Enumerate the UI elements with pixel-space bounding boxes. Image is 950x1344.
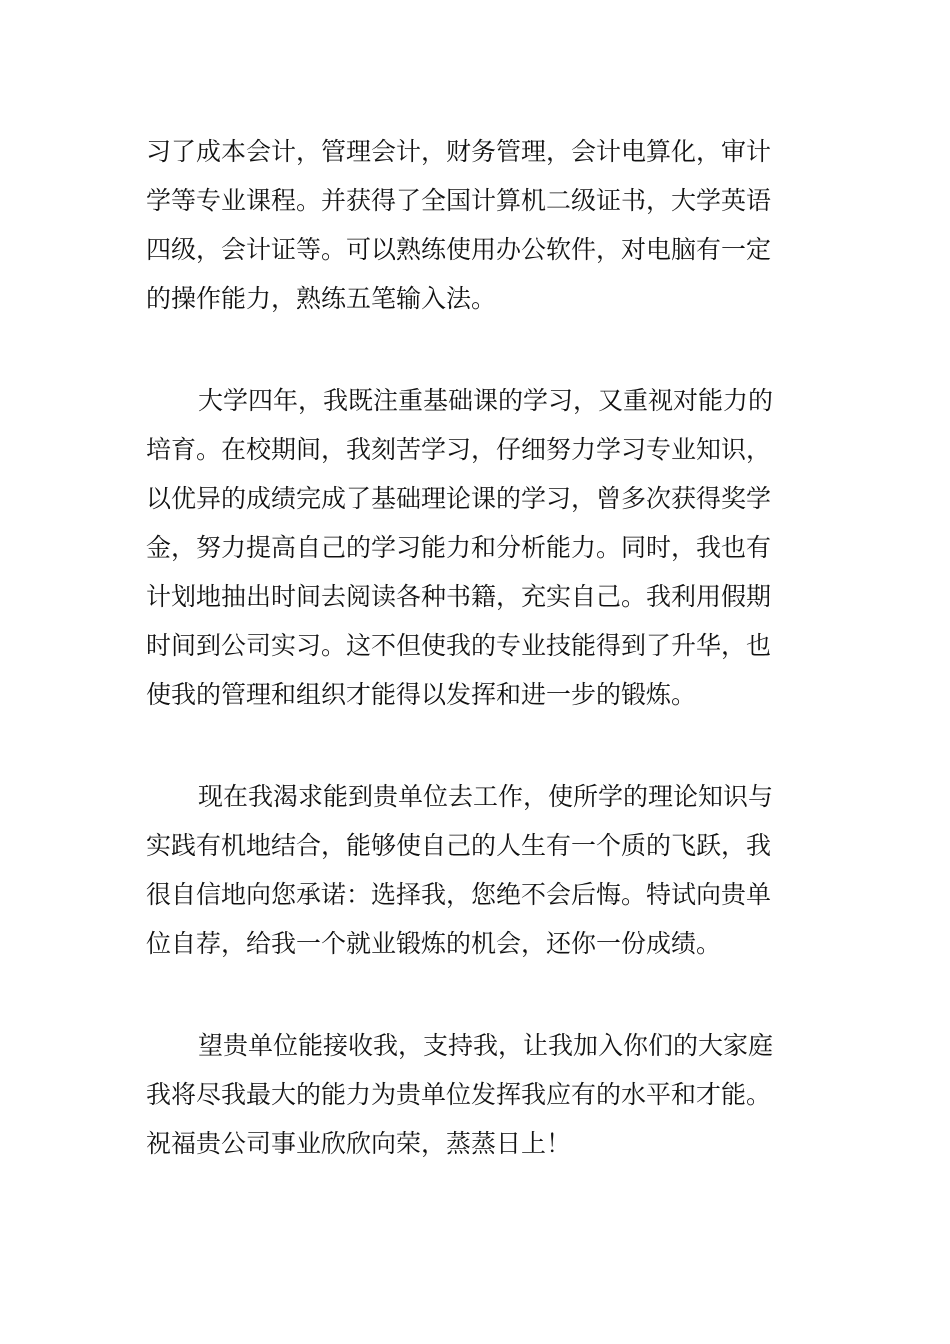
text-line: 时间到公司实习。这不但使我的专业技能得到了升华，也 — [146, 631, 772, 660]
text-line: 习了成本会计，管理会计，财务管理，会计电算化，审计 — [146, 137, 772, 166]
text-line: 使我的管理和组织才能得以发挥和进一步的锻炼。 — [146, 680, 697, 709]
text-line: 祝福贵公司事业欣欣向荣，蒸蒸日上！ — [146, 1129, 572, 1158]
text-line: 的操作能力，熟练五笔输入法。 — [146, 284, 497, 313]
text-line: 金，努力提高自己的学习能力和分析能力。同时，我也有 — [146, 533, 772, 562]
text-line: 学等专业课程。并获得了全国计算机二级证书，大学英语 — [146, 186, 772, 215]
text-line: 现在我渴求能到贵单位去工作，使所学的理论知识与 — [198, 782, 774, 811]
text-line: 我将尽我最大的能力为贵单位发挥我应有的水平和才能。 — [146, 1080, 772, 1109]
paragraph-4 — [146, 1021, 773, 1168]
paragraph-1 — [146, 127, 771, 323]
paragraph-3 — [146, 772, 773, 968]
text-line: 四级，会计证等。可以熟练使用办公软件，对电脑有一定 — [146, 235, 772, 264]
text-line: 大学四年，我既注重基础课的学习，又重视对能力的 — [198, 386, 774, 415]
text-line: 位自荐，给我一个就业锻炼的机会，还你一份成绩。 — [146, 929, 722, 958]
text-line: 培育。在校期间，我刻苦学习，仔细努力学习专业知识， — [146, 435, 772, 464]
text-line: 以优异的成绩完成了基础理论课的学习，曾多次获得奖学 — [146, 484, 772, 513]
text-line: 望贵单位能接收我，支持我，让我加入你们的大家庭 — [198, 1031, 774, 1060]
text-line: 很自信地向您承诺：选择我，您绝不会后悔。特试向贵单 — [146, 880, 772, 909]
paragraph-2 — [146, 376, 773, 719]
text-line: 计划地抽出时间去阅读各种书籍，充实自己。我利用假期 — [146, 582, 772, 611]
text-line: 实践有机地结合，能够使自己的人生有一个质的飞跃，我 — [146, 831, 772, 860]
